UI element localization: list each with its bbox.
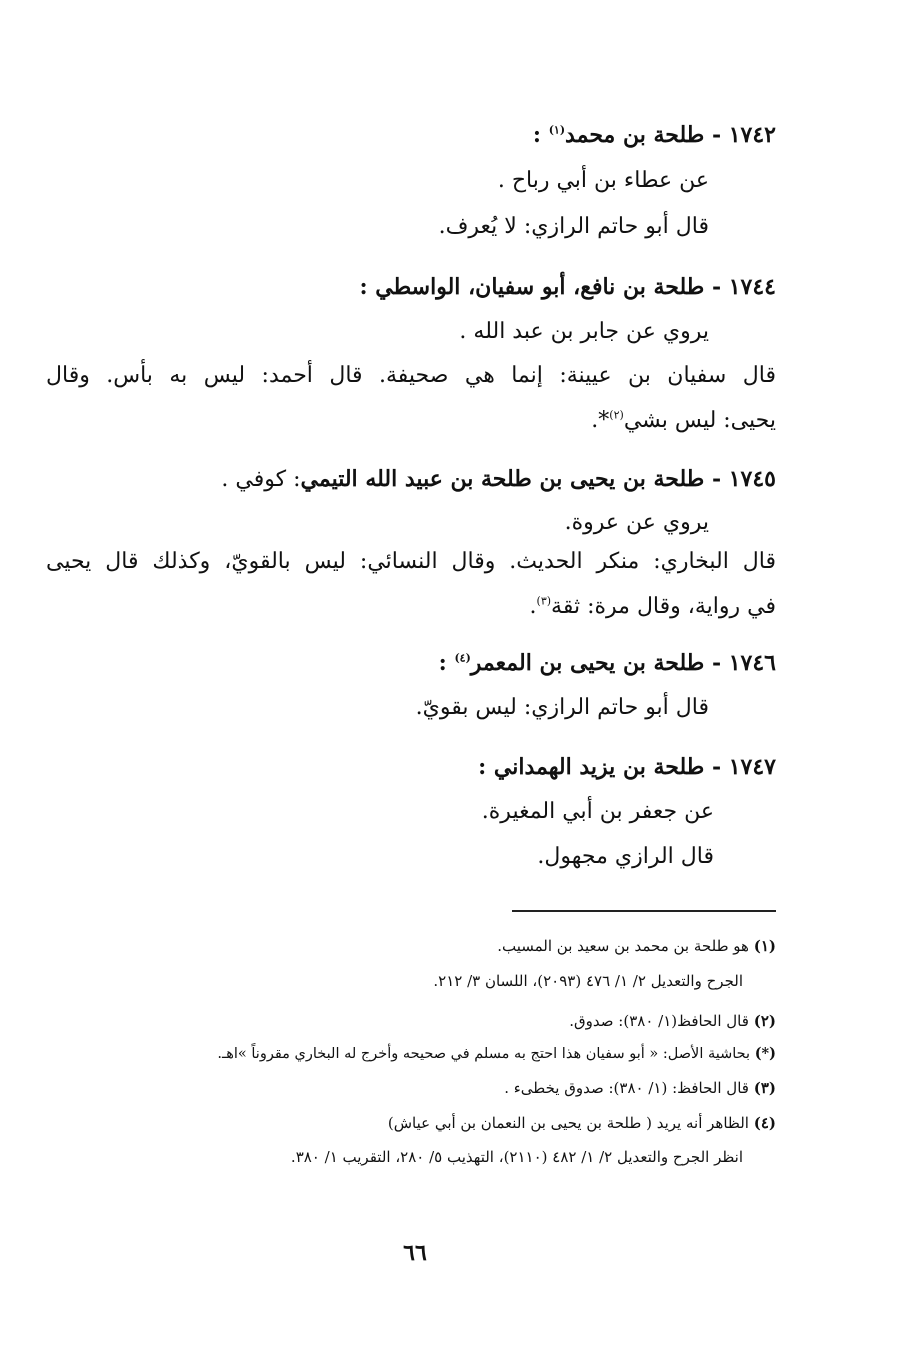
entry-1747-line-1: عن جعفر بن أبي المغيرة. (481, 799, 714, 824)
entry-1742-line-1: عن عطاء بن أبي رباح . (497, 168, 709, 193)
footnote-3 (504, 1077, 776, 1099)
entry-name: طلحة بن محمد (565, 122, 705, 148)
entry-number: ١٧٤٧ (728, 754, 776, 780)
footnote-label: (*) (754, 1045, 776, 1062)
line-end: . (529, 594, 537, 619)
entry-1745-line-2: قال البخاري: منكر الحديث. وقال النسائي: ليس بالقويّ، وكذلك قال يحيى (46, 549, 776, 574)
footnote-ref: (١) (548, 123, 566, 137)
footnote-label: (٤) (753, 1114, 776, 1132)
entry-number: ١٧٤٢ (728, 122, 776, 148)
footnote-ref: (٢) (609, 408, 624, 422)
entry-1746-line-1: قال أبو حاتم الرازي: ليس بقويّ. (415, 695, 709, 720)
footnote-text: بحاشية الأصل: « أبو سفيان هذا احتج به مسلم في صحيحه وأخرج له البخاري مقروناً »اهـ. (217, 1046, 751, 1062)
entry-tail: : كوفي . (221, 467, 301, 492)
footnote-label: (١) (753, 937, 776, 955)
footnote-text: انظر الجرح والتعديل ٢/ ١/ ٤٨٢ (٢١١٠)، التهذيب ٥/ ٢٨٠، التقريب ١/ ٣٨٠. (290, 1148, 743, 1166)
footnote-ref: (٤) (454, 651, 471, 665)
entry-1747-heading: ١٧٤٧ - طلحة بن يزيد الهمداني : (478, 754, 776, 780)
entry-tail: : (478, 754, 487, 780)
entry-1745-heading: ١٧٤٥ - طلحة بن يحيى بن طلحة بن عبيد الله التيمي: كوفي . (221, 466, 776, 492)
footnote-4 (388, 1112, 776, 1134)
footnote-label: (٣) (753, 1079, 776, 1097)
entry-1746-heading: ١٧٤٦ - طلحة بن يحيى بن المعمر$^{(٤)}$ : (438, 650, 776, 676)
footnote-1-cont (433, 970, 743, 992)
entry-number: ١٧٤٤ (728, 274, 776, 300)
footnote-text: هو طلحة بن محمد بن سعيد بن المسيب. (497, 937, 749, 955)
footnote-text: قال الحافظ(١/ ٣٨٠): صدوق. (569, 1012, 749, 1030)
entry-1744-heading: ١٧٤٤ - طلحة بن نافع، أبو سفيان، الواسطي : (359, 274, 776, 300)
entry-1745-line-1: يروي عن عروة. (564, 510, 709, 535)
footnote-text: الظاهر أنه يريد ( طلحة بن يحيى بن النعمان بن أبي عياش) (387, 1114, 749, 1132)
entry-tail: : (359, 274, 368, 300)
entry-name: طلحة بن يحيى بن المعمر (470, 650, 705, 676)
entry-name: طلحة بن يحيى بن طلحة بن عبيد الله التيمي (300, 466, 705, 492)
entry-number: ١٧٤٦ (728, 650, 776, 676)
entry-tail: : (438, 650, 447, 676)
line-end: *. (591, 408, 610, 433)
footnote-text: قال الحافظ: (١/ ٣٨٠): صدوق يخطىء . (504, 1079, 749, 1097)
entry-1745-line-3 (530, 592, 776, 622)
footnote-1 (497, 935, 776, 957)
entry-name: طلحة بن يزيد الهمداني (493, 754, 705, 780)
footnote-2 (569, 1010, 776, 1032)
entry-tail: : (532, 122, 542, 148)
footnote-ref: (٣) (536, 594, 552, 608)
entry-1747-line-2: قال الرازي مجهول. (537, 844, 714, 869)
entry-1744-line-3 (591, 406, 776, 436)
footnote-label: (٢) (753, 1012, 776, 1030)
entry-1744-line-1: يروي عن جابر بن عبد الله . (459, 319, 709, 344)
line-text: في رواية، وقال مرة: ثقة (551, 594, 776, 619)
footnote-4-cont (291, 1146, 743, 1168)
entry-1742-line-2: قال أبو حاتم الرازي: لا يُعرف. (438, 214, 709, 239)
entry-1744-line-2: قال سفيان بن عيينة: إنما هي صحيفة. قال أحمد: ليس به بأس. وقال (46, 363, 776, 388)
line-text: يحيى: ليس بشي (623, 408, 776, 433)
page-number: ٦٦ (403, 1240, 427, 1266)
entry-1742-heading: ١٧٤٢ - طلحة بن محمد$^{(١)}$ : (532, 122, 776, 148)
footnote-separator (512, 910, 776, 912)
entry-name: طلحة بن نافع، أبو سفيان، الواسطي (375, 274, 705, 300)
entry-number: ١٧٤٥ (728, 466, 776, 492)
footnote-star (217, 1043, 776, 1065)
footnote-text: الجرح والتعديل ٢/ ١/ ٤٧٦ (٢٠٩٣)، اللسان ٣/ ٢١٢. (433, 972, 743, 990)
